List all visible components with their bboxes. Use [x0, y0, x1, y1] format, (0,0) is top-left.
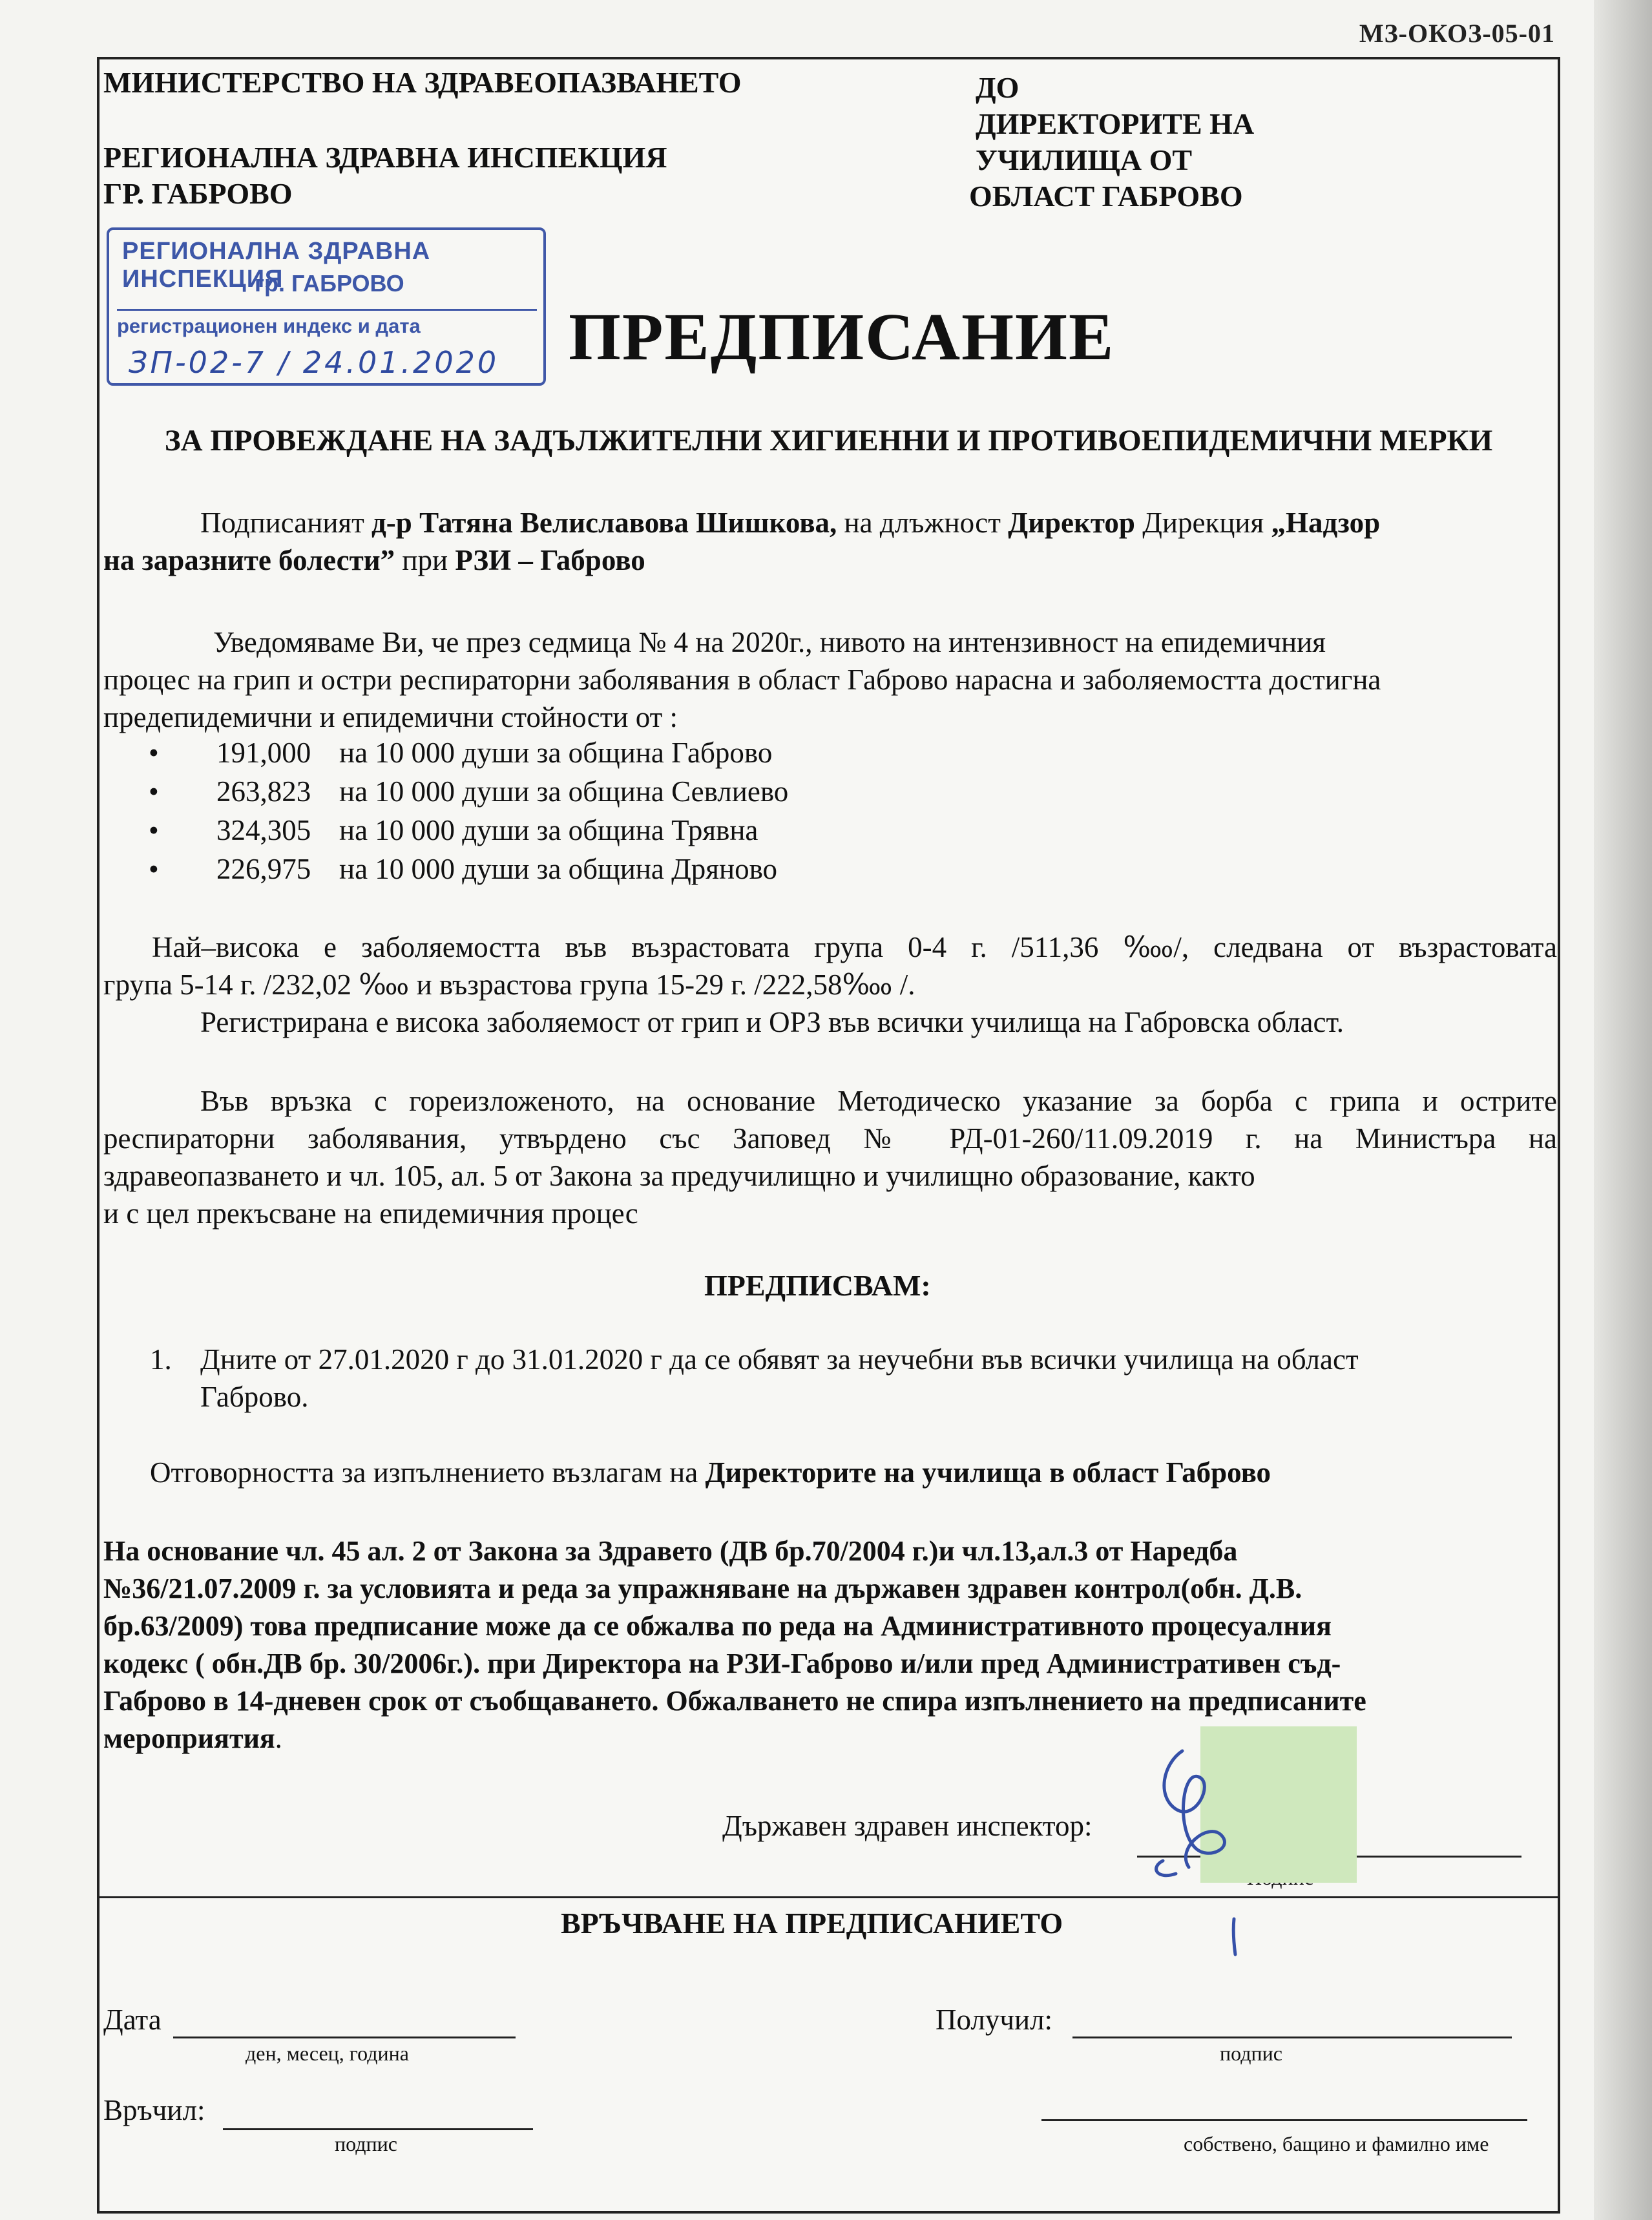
document-code: МЗ-ОКОЗ-05-01 — [1359, 19, 1555, 48]
signatory-position: Директор — [1008, 507, 1135, 539]
list-item: • 191,000 на 10 000 души за община Габрово — [149, 737, 773, 769]
inspection-name: РЕГИОНАЛНА ЗДРАВНА ИНСПЕКЦИЯ — [103, 141, 667, 174]
recipient-line1: ДИРЕКТОРИТЕ НА — [976, 107, 1255, 140]
signatory-directorate-l1: „Надзор — [1271, 507, 1381, 539]
recipient-line2: УЧИЛИЩА ОТ — [976, 143, 1193, 176]
appeal-line4: кодекс ( обн.ДВ бр. 30/2006г.). при Директора на РЗИ-Габрово и/или пред Административен съд- — [103, 1648, 1341, 1679]
prescription-number: 1. — [150, 1343, 172, 1376]
registration-stamp — [107, 227, 546, 386]
signatory-org: РЗИ – Габрово — [455, 544, 645, 576]
prescription-line2: Габрово. — [200, 1381, 309, 1413]
date-caption: ден, месец, година — [246, 2042, 409, 2065]
ministry-name: МИНИСТЕРСТВО НА ЗДРАВЕОПАЗВАНЕТО — [103, 66, 742, 99]
delivered-label: Връчил: — [103, 2094, 205, 2126]
received-caption: подпис — [1220, 2042, 1282, 2065]
signatory-mid3: при — [395, 544, 455, 576]
notice-line3: предепидемични и епидемични стойности от : — [103, 701, 678, 733]
received-field[interactable] — [1072, 2037, 1512, 2038]
signatory-name: д-р Татяна Велиславова Шишкова, — [371, 507, 837, 539]
signatory-mid2: Дирекция — [1134, 507, 1271, 539]
signatory-directorate-l2: на заразните болести” — [103, 544, 395, 576]
incidence-list — [149, 733, 788, 888]
prescription-item — [150, 1341, 1539, 1416]
date-field[interactable] — [173, 2037, 516, 2038]
to-label: ДО — [976, 71, 1019, 104]
signatory-mid: на длъжност — [837, 507, 1009, 539]
stamp-line1: РЕГИОНАЛНА ЗДРАВНА ИНСПЕКЦИЯ — [122, 238, 431, 293]
basis-line1: Във връзка с гореизложеното, на основание Методическо указание за борба с грипа и острите — [200, 1085, 1557, 1117]
appeal-paragraph — [103, 1533, 1557, 1757]
stamp-line2: гр. ГАБРОВО — [255, 270, 404, 297]
delivery-heading: ВРЪЧВАНЕ НА ПРЕДПИСАНИЕТО — [561, 1907, 1063, 1940]
morbidity-line1: Най–висока е заболяемостта във възрастовата група 0-4 г. /511,36 ‱/, следвана от възрастовата — [152, 931, 1557, 963]
handwritten-signature — [1137, 1738, 1305, 1958]
basis-paragraph — [103, 1082, 1557, 1232]
morbidity-paragraph — [103, 928, 1557, 1041]
notice-paragraph — [103, 623, 1557, 736]
responsibility-line — [150, 1454, 1604, 1491]
notice-line2: процес на грип и остри респираторни заболявания в област Габрово нарасна и заболяемостта достигна — [103, 664, 1381, 696]
document-subtitle: ЗА ПРОВЕЖДАНЕ НА ЗАДЪЛЖИТЕЛНИ ХИГИЕННИ И ПРОТИВОЕПИДЕМИЧНИ МЕРКИ — [164, 424, 1493, 457]
list-item: • 226,975 на 10 000 души за община Дряново — [149, 853, 778, 885]
appeal-line2: №36/21.07.2009 г. за условията и реда за упражняване на държавен здравен контрол(обн. Д.В. — [103, 1573, 1302, 1604]
notice-line1: Уведомяваме Ви, че през седмица № 4 на 2020г., нивото на интензивност на епидемичния — [213, 626, 1326, 658]
appeal-line1: На основание чл. 45 ал. 2 от Закона за Здравето (ДВ бр.70/2004 г.)и чл.13,ал.3 от Наредба — [103, 1535, 1238, 1567]
list-item: • 263,823 на 10 000 души за община Севлиево — [149, 775, 789, 808]
responsibility-bold: Директорите на училища в област Габрово — [705, 1456, 1271, 1489]
inspector-label: Държавен здравен инспектор: — [722, 1810, 1093, 1842]
morbidity-line3: Регистрирана е висока заболяемост от грип и ОРЗ във всички училища на Габровска област. — [200, 1006, 1344, 1038]
stamp-line3: регистрационен индекс и дата — [117, 309, 537, 338]
signatory-paragraph — [103, 504, 1557, 579]
basis-line2: респираторни заболявания, утвърдено със Заповед № РД-01-260/11.09.2019 г. на Министъра на — [103, 1122, 1557, 1155]
received-label: Получил: — [936, 2004, 1053, 2036]
morbidity-line2: група 5-14 г. /232,02 ‱ и възрастова група 15-29 г. /222,58‱ /. — [103, 969, 915, 1001]
basis-line4: и с цел прекъсване на епидемичния процес — [103, 1197, 638, 1230]
signatory-pre: Подписаният — [200, 507, 372, 539]
prescribe-heading: ПРЕДПИСВАМ: — [704, 1269, 931, 1302]
appeal-line3: бр.63/2009) това предписание може да се обжалва по реда на Административното процесуалния — [103, 1610, 1332, 1642]
prescription-line1: Дните от 27.01.2020 г до 31.01.2020 г да се обявят за неучебни във всички училища на област — [200, 1343, 1359, 1376]
full-name-caption: собствено, бащино и фамилно име — [1184, 2132, 1489, 2155]
responsibility-pre: Отговорността за изпълнението възлагам на — [150, 1456, 706, 1489]
delivered-field[interactable] — [223, 2128, 533, 2130]
recipient-line3: ОБЛАСТ ГАБРОВО — [969, 180, 1243, 213]
list-item: • 324,305 на 10 000 души за община Трявна — [149, 814, 758, 846]
stamp-handwritten-index: ЗП-02-7 / 24.01.2020 — [129, 345, 499, 380]
full-name-field[interactable] — [1041, 2119, 1527, 2121]
document-title: ПРЕДПИСАНИЕ — [569, 300, 1115, 374]
appeal-end: . — [275, 1723, 282, 1754]
appeal-line6: мероприятия — [103, 1723, 275, 1754]
appeal-line5: Габрово в 14-дневен срок от съобщаването. Обжалването не спира изпълнението на предписаните — [103, 1685, 1366, 1717]
inspection-city: ГР. ГАБРОВО — [103, 177, 293, 210]
section-divider — [98, 1896, 1559, 1898]
scan-edge-shadow — [1594, 0, 1652, 2220]
basis-line3: здравеопазването и чл. 105, ал. 5 от Закона за предучилищно и училищно образование, както — [103, 1160, 1255, 1192]
date-label: Дата — [103, 2004, 162, 2036]
delivered-caption: подпис — [335, 2132, 397, 2155]
